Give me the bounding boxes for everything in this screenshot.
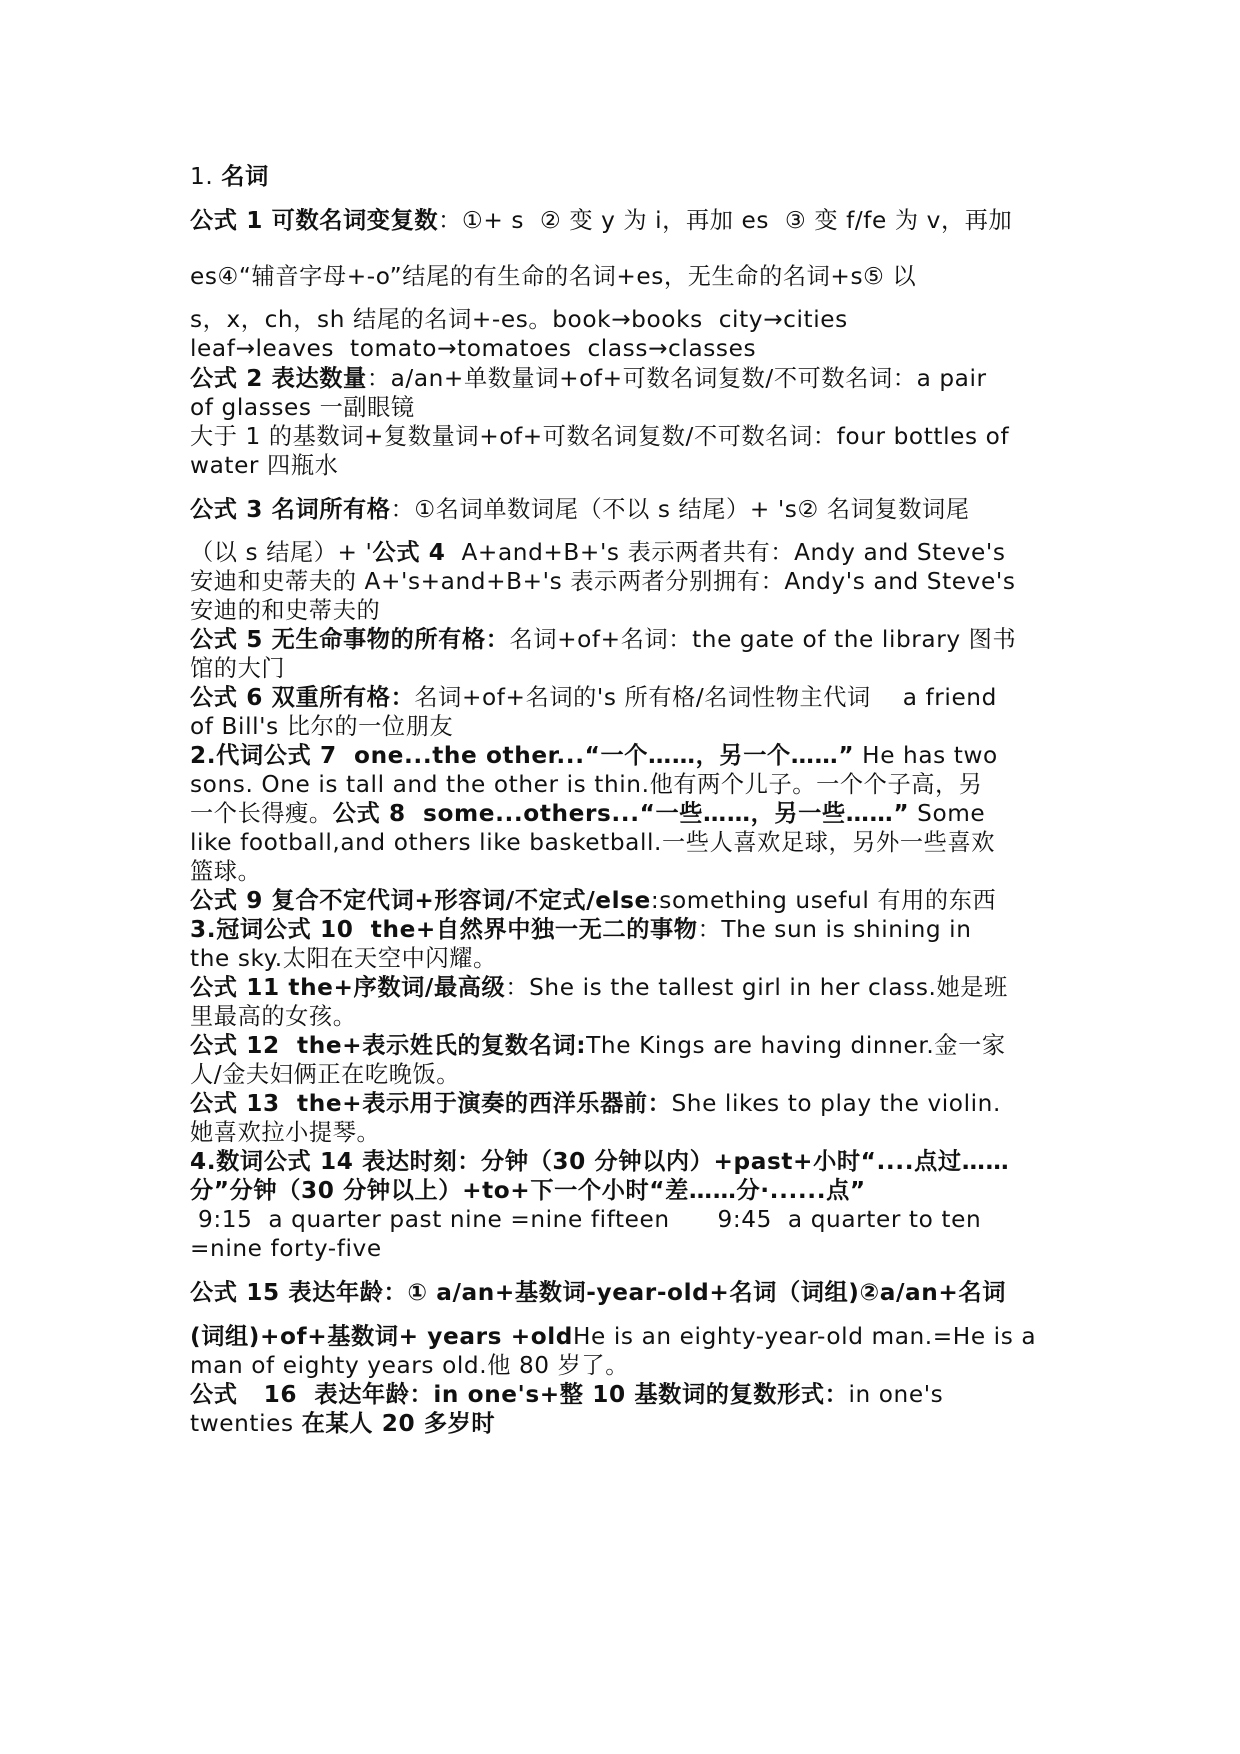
text-line (190, 915, 972, 945)
bold-text: 2.代词公式 7 one...the other...“一个……，另一个……” (190, 742, 855, 769)
text-run: Some (909, 800, 986, 827)
text-run: 名词+of+名词的's 所有格/名词性物主代词 a friend (414, 684, 997, 711)
bold-text: 公式 8 some...others...“一些……，另一些……” (332, 800, 910, 827)
text-run: 大于 1 的基数词+复数量词+of+可数名词复数/不可数名词：four bottles of (190, 423, 1010, 450)
text-run: s，x，ch，sh 结尾的名词+-es。book→books city→cities (190, 306, 848, 333)
text-line (190, 206, 1012, 236)
text-run: 安迪和史蒂夫的 A+'s+and+B+'s 表示两者分别拥有：Andy's and Steve's (190, 568, 1016, 595)
text-line (190, 799, 985, 829)
text-run: of glasses 一副眼镜 (190, 394, 415, 421)
bold-text: 公式 6 双重所有格： (190, 684, 415, 711)
text-line (190, 334, 756, 364)
text-line (190, 538, 1006, 568)
text-line (190, 828, 995, 858)
text-line (190, 1089, 1001, 1119)
text-run: ：a/an+单数量词+of+可数名词复数/不可数名词：a pair (366, 365, 987, 392)
text-line (190, 1322, 1036, 1352)
text-line (190, 1176, 866, 1206)
text-run: 名词+of+名词：the gate of the library 图书 (509, 626, 1017, 653)
text-run: like football,and others like basketball.一些人喜欢足球，另外一些喜欢 (190, 829, 996, 856)
bold-text: 公式 2 表达数量 (190, 365, 367, 392)
bold-text: 公式 5 无生命事物的所有格： (190, 626, 510, 653)
text-run: sons. One is tall and the other is thin.他有两个儿子。一个个子高，另 (190, 771, 983, 798)
bold-text: 公式 3 名词所有格 (190, 496, 391, 523)
text-line (190, 162, 269, 192)
text-line (190, 495, 970, 525)
text-line (190, 262, 916, 292)
text-line (190, 1278, 1006, 1308)
bold-text: 在某人 20 多岁时 (301, 1410, 496, 1437)
text-run: 安迪的和史蒂夫的 (190, 597, 381, 624)
text-line (190, 451, 338, 481)
text-run: es④“辅音字母+-o”结尾的有生命的名词+es，无生命的名词+s⑤ 以 (190, 263, 917, 290)
text-run: ：The sun is shining in (697, 916, 972, 943)
bold-text: 公式 13 the+表示用于演奏的西洋乐器前： (190, 1090, 672, 1117)
text-line (190, 1118, 380, 1148)
text-line (190, 857, 261, 887)
text-run: =nine forty-five (190, 1235, 382, 1262)
text-line (190, 1147, 1009, 1177)
text-run: 她喜欢拉小提琴。 (190, 1119, 381, 1146)
text-line (190, 1060, 460, 1090)
text-run: of Bill's 比尔的一位朋友 (190, 713, 454, 740)
text-line (190, 1031, 1006, 1061)
text-run: 9:15 a quarter past nine =nine fifteen 9:45 a quarter to ten (190, 1206, 982, 1233)
text-line (190, 422, 1009, 452)
bold-text: 公式 9 复合不定代词+形容词/不定式/else (190, 887, 651, 914)
bold-text: 公式 15 表达年龄：① a/an+基数词-year-old+名词（词组)②a/an+名词 (190, 1279, 1007, 1306)
text-line (190, 1002, 357, 1032)
text-run: She likes to play the violin. (671, 1090, 1001, 1117)
text-run: He is an eighty-year-old man.=He is a (573, 1323, 1037, 1350)
bold-text: 公式 11 the+序数词/最高级 (190, 974, 506, 1001)
text-line (190, 364, 987, 394)
text-run: The Kings are having dinner.金一家 (586, 1032, 1006, 1059)
text-line (190, 712, 453, 742)
bold-text: (词组)+of+基数词+ years +old (190, 1323, 574, 1350)
text-run: :something useful 有用的东西 (650, 887, 997, 914)
bold-text: 公式 16 表达年龄：in one's+整 10 基数词的复数形式： (190, 1381, 849, 1408)
bold-text: 公式 12 the+表示姓氏的复数名词: (190, 1032, 587, 1059)
text-run: ：①名词单数词尾（不以 s 结尾）+ 's② 名词复数词尾 (390, 496, 970, 523)
text-line (190, 625, 1016, 655)
text-run: water 四瓶水 (190, 452, 339, 479)
text-run: twenties (190, 1410, 302, 1437)
text-run: 里最高的女孩。 (190, 1003, 357, 1030)
text-run: 1. (190, 163, 222, 190)
text-line (190, 305, 848, 335)
text-line (190, 1380, 943, 1410)
text-line (190, 654, 285, 684)
bold-text: 3.冠词公式 10 the+自然界中独一无二的事物 (190, 916, 698, 943)
text-line (190, 567, 1016, 597)
bold-text: 分”分钟（30 分钟以上）+to+下一个小时“差……分·......点” (190, 1177, 866, 1204)
text-line (190, 973, 1008, 1003)
bold-text: 4.数词公式 14 表达时刻：分钟（30 分钟以内）+past+小时“....点过…… (190, 1148, 1010, 1175)
text-run: in one's (848, 1381, 944, 1408)
text-line (190, 741, 998, 771)
text-line (190, 1409, 495, 1439)
bold-text: 公式 4 (372, 539, 446, 566)
text-run: He has two (854, 742, 998, 769)
text-run: （以 s 结尾）+ ' (190, 539, 373, 566)
text-line (190, 1351, 629, 1381)
text-line (190, 1234, 382, 1264)
text-run: 馆的大门 (190, 655, 286, 682)
text-run: ：She is the tallest girl in her class.她是班 (505, 974, 1008, 1001)
text-line (190, 596, 380, 626)
text-line (190, 683, 997, 713)
text-run: A+and+B+'s 表示两者共有：Andy and Steve's (445, 539, 1006, 566)
text-line (190, 770, 983, 800)
text-run: the sky.太阳在天空中闪耀。 (190, 945, 497, 972)
text-line (190, 944, 497, 974)
text-line (190, 393, 415, 423)
bold-text: 名词 (221, 163, 269, 190)
text-run: leaf→leaves tomato→tomatoes class→classes (190, 335, 757, 362)
text-run: 人/金夫妇俩正在吃晚饭。 (190, 1061, 461, 1088)
text-run: 篮球。 (190, 858, 262, 885)
text-run: man of eighty years old.他 80 岁了。 (190, 1352, 629, 1379)
text-line (190, 1205, 981, 1235)
text-line (190, 886, 996, 916)
text-run: 一个长得瘦。 (190, 800, 333, 827)
text-run: ：①+ s ② 变 y 为 i，再加 es ③ 变 f/fe 为 v，再加 (438, 207, 1013, 234)
bold-text: 公式 1 可数名词变复数 (190, 207, 439, 234)
